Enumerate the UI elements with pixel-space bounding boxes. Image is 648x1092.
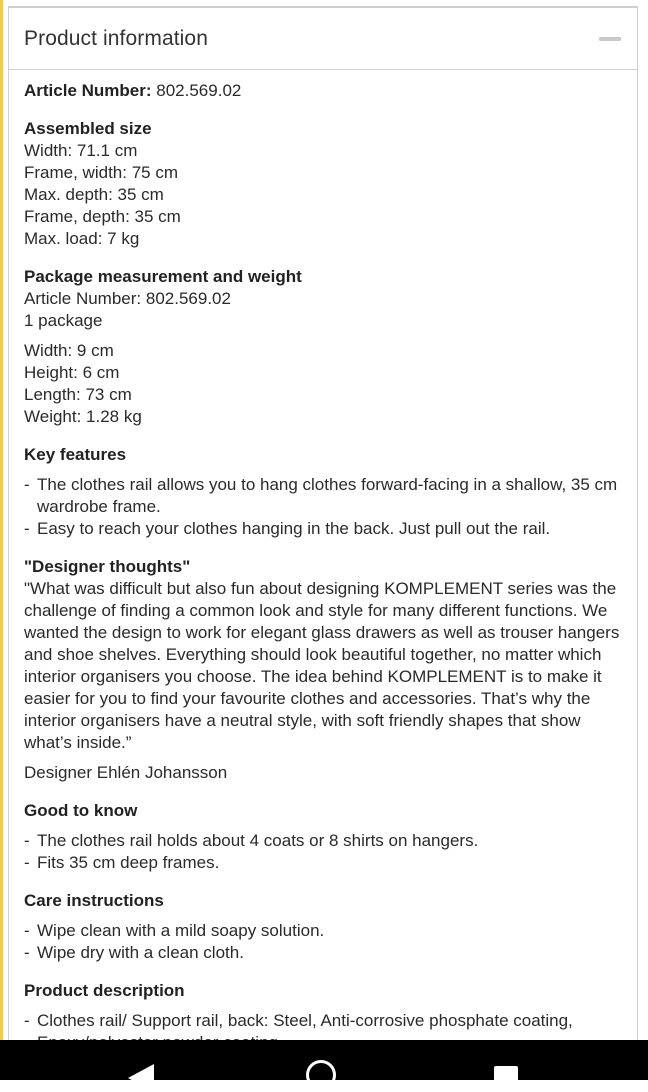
product-information-panel <box>8 6 638 1046</box>
list-item <box>24 518 622 540</box>
key-features-list <box>24 474 622 540</box>
list-item-text: The clothes rail holds about 4 coats or 8 shirts on hangers. <box>37 831 479 850</box>
assembled-size-line: Max. load: 7 kg <box>24 229 140 248</box>
designer-name: Designer Ehlén Johansson <box>24 763 228 782</box>
designer-quote: "What was difficult but also fun about designing KOMPLEMENT series was the challenge of finding a common look and style for many different functions. We wanted the design to work for elegant glass drawers as well as trouser hangers and shoe shelves. Everything should look beautiful together, no matter which interior organisers you choose. The idea behind KOMPLEMENT is to make it easier for you to find your favourite clothes and accessories. That’s why the interior organisers have a neutral style, with soft friendly shapes that show what’s inside.” <box>24 579 620 752</box>
care-instructions-section <box>24 890 622 964</box>
assembled-size-line: Frame, depth: 35 cm <box>24 207 181 226</box>
bullet-dash: - <box>24 1011 30 1030</box>
list-item-text: The clothes rail allows you to hang clothes forward-facing in a shallow, 35 cm wardrobe frame. <box>37 475 618 516</box>
package-title: Package measurement and weight <box>24 267 302 286</box>
back-icon[interactable] <box>128 1064 154 1092</box>
list-item-text: Wipe dry with a clean cloth. <box>37 943 244 962</box>
package-section <box>24 266 622 428</box>
product-information-content <box>9 70 637 1046</box>
list-item-text: Fits 35 cm deep frames. <box>37 853 220 872</box>
home-icon[interactable] <box>306 1060 336 1090</box>
bullet-dash: - <box>24 519 30 538</box>
package-line: 1 package <box>24 311 103 330</box>
package-line: Width: 9 cm <box>24 341 114 360</box>
list-item <box>24 852 622 874</box>
package-line: Article Number: 802.569.02 <box>24 289 231 308</box>
good-to-know-title: Good to know <box>24 801 138 820</box>
designer-thoughts-section <box>24 556 622 784</box>
article-number-value: 802.569.02 <box>156 81 242 100</box>
bullet-dash: - <box>24 475 30 494</box>
assembled-size-line: Max. depth: 35 cm <box>24 185 164 204</box>
list-item-text: Easy to reach your clothes hanging in the back. Just pull out the rail. <box>37 519 551 538</box>
list-item <box>24 830 622 852</box>
article-number-label: Article Number: <box>24 81 152 100</box>
list-item-text: Wipe clean with a mild soapy solution. <box>37 921 325 940</box>
list-item <box>24 942 622 964</box>
package-line: Weight: 1.28 kg <box>24 407 142 426</box>
assembled-size-line: Frame, width: 75 cm <box>24 163 178 182</box>
key-features-title: Key features <box>24 445 127 464</box>
product-information-header[interactable] <box>9 8 637 70</box>
good-to-know-section <box>24 800 622 874</box>
accent-line <box>0 0 3 1040</box>
collapse-minus-icon[interactable] <box>599 37 621 41</box>
list-item <box>24 474 622 518</box>
recent-apps-icon[interactable] <box>494 1066 518 1090</box>
android-navigation-bar <box>0 1040 648 1080</box>
bullet-dash: - <box>24 853 30 872</box>
bullet-dash: - <box>24 921 30 940</box>
good-to-know-list <box>24 830 622 874</box>
header-title: Product information <box>24 26 208 50</box>
care-instructions-title: Care instructions <box>24 891 164 910</box>
bullet-dash: - <box>24 943 30 962</box>
product-description-title: Product description <box>24 981 185 1000</box>
list-item <box>24 920 622 942</box>
package-line: Length: 73 cm <box>24 385 132 404</box>
bullet-dash: - <box>24 831 30 850</box>
key-features-section <box>24 444 622 540</box>
spacer <box>24 332 622 340</box>
product-description-section <box>24 980 622 1046</box>
article-number-section <box>24 80 622 102</box>
designer-thoughts-title: "Designer thoughts" <box>24 557 191 576</box>
package-line: Height: 6 cm <box>24 363 120 382</box>
assembled-size-line: Width: 71.1 cm <box>24 141 138 160</box>
assembled-size-section <box>24 118 622 250</box>
assembled-size-title: Assembled size <box>24 119 152 138</box>
care-instructions-list <box>24 920 622 964</box>
list-item-text: Clothes rail/ Support rail, back: Steel, Anti-corrosive phosphate coating, <box>37 1011 573 1030</box>
